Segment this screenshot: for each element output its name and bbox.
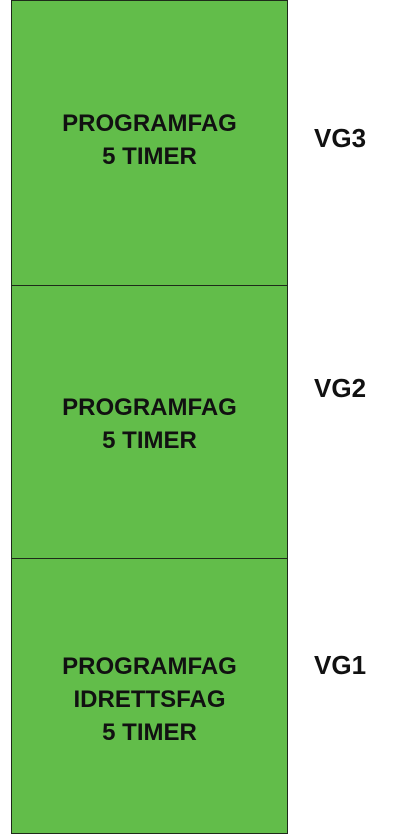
- block-vg1: [11, 558, 288, 834]
- block-vg3-text: [62, 107, 237, 173]
- block-vg2: [11, 285, 288, 559]
- block-vg2-text: [62, 391, 237, 457]
- block-vg3-line-1: PROGRAMFAG: [62, 109, 237, 137]
- block-vg1-line-1: PROGRAMFAG: [62, 652, 237, 680]
- block-vg3-line-2: 5 TIMER: [102, 142, 197, 170]
- block-vg1-line-3: 5 TIMER: [102, 718, 197, 746]
- level-label-vg1: VG1: [314, 650, 367, 680]
- level-label-vg3: VG3: [314, 123, 367, 153]
- level-label-vg2: VG2: [314, 373, 367, 403]
- block-vg1-text: [62, 650, 237, 749]
- level-stack: [11, 0, 288, 833]
- block-vg3: [11, 0, 288, 286]
- block-vg2-line-1: PROGRAMFAG: [62, 394, 237, 421]
- block-vg1-line-2: IDRETTSFAG: [73, 685, 226, 713]
- block-vg2-line-2: 5 TIMER: [102, 427, 197, 454]
